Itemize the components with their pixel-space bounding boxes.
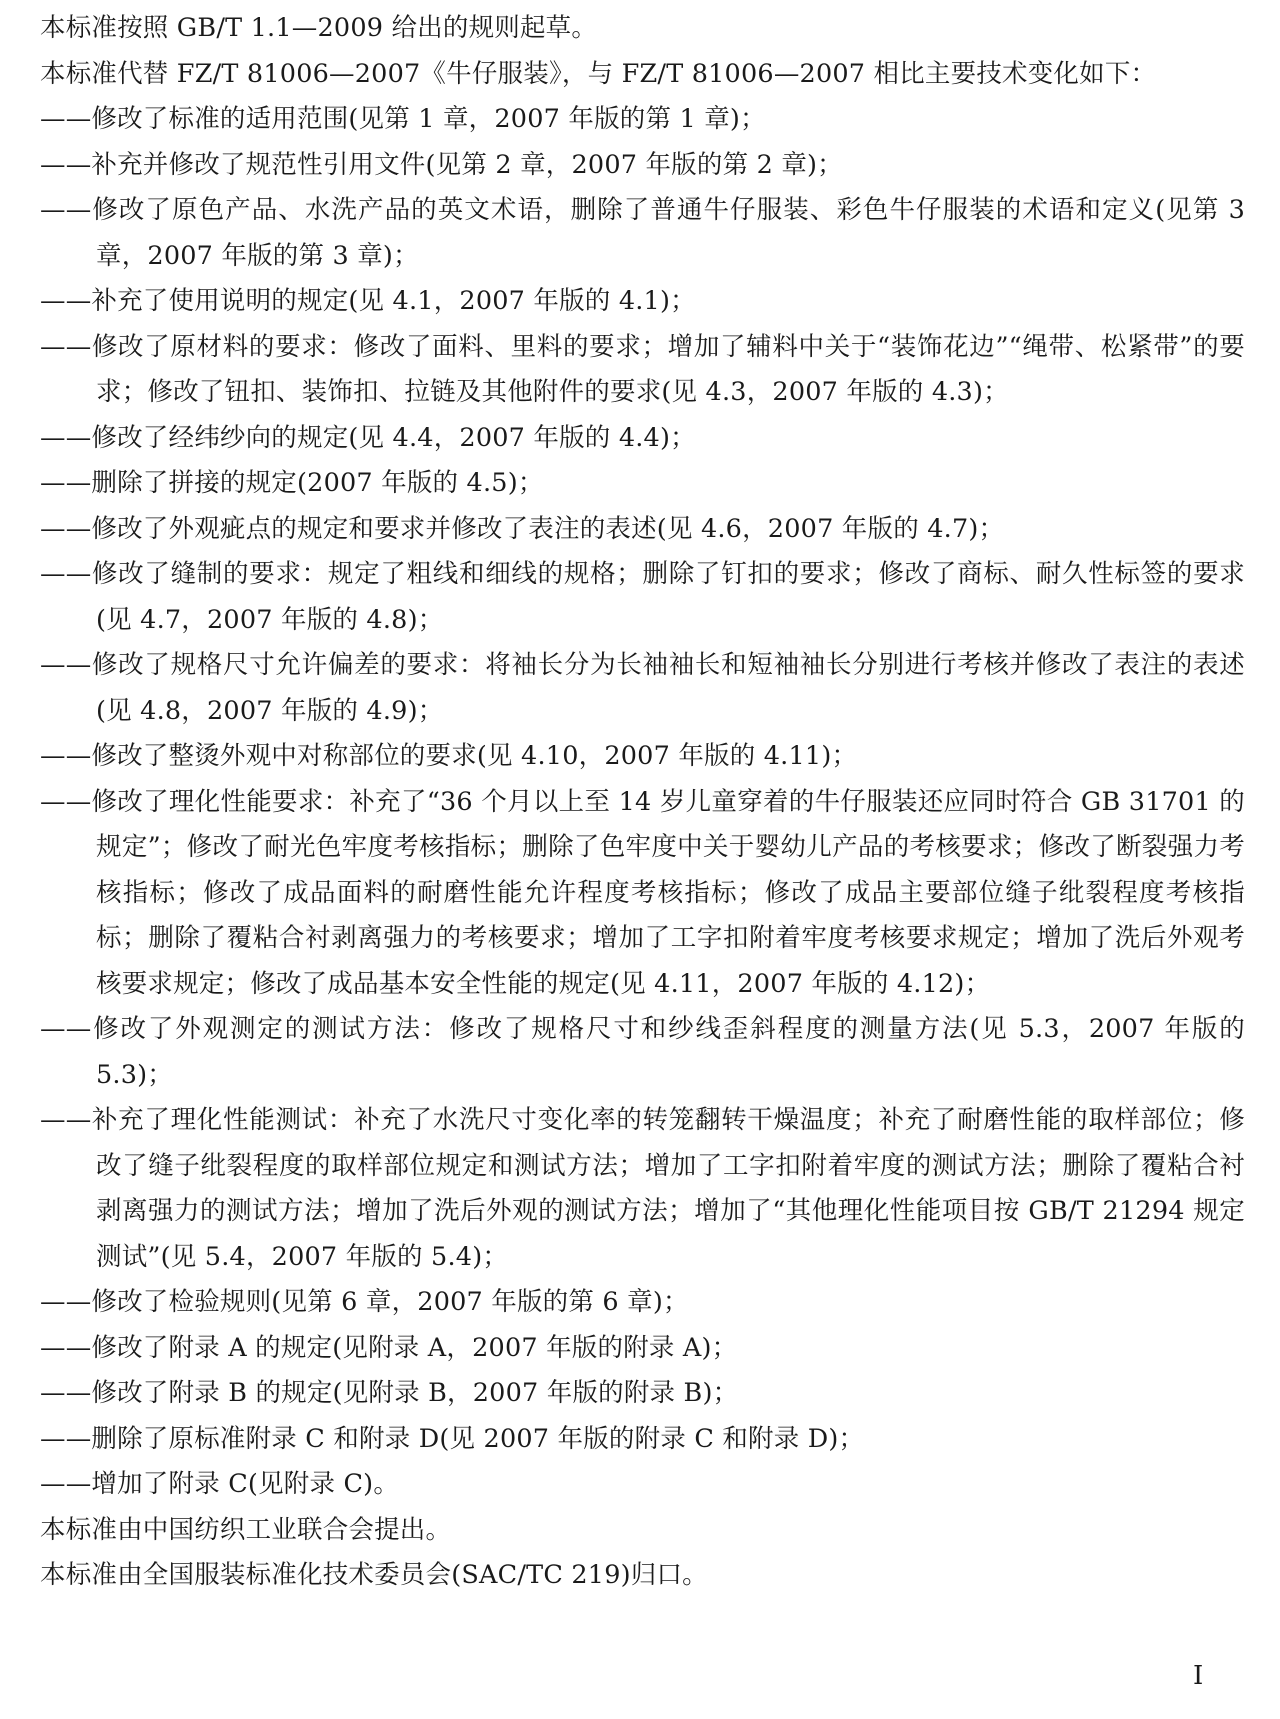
proposed-by-statement: 本标准由中国纺织工业联合会提出。: [40, 1514, 452, 1545]
foreword-text: [40, 6, 1245, 1599]
change-item: ——修改了外观疵点的规定和要求并修改了表注的表述(见 4.6，2007 年版的 4.7)；: [40, 513, 1005, 544]
change-item: ——修改了检验规则(见第 6 章，2007 年版的第 6 章)；: [40, 1287, 689, 1317]
changes-list: [40, 97, 1245, 1508]
change-item: ——修改了附录 A 的规定(见附录 A，2007 年版的附录 A)；: [40, 1332, 738, 1363]
change-item: ——修改了整烫外观中对称部位的要求(见 4.10，2007 年版的 4.11)；: [40, 741, 858, 771]
jurisdiction-statement: 本标准由全国服装标准化技术委员会(SAC/TC 219)归口。: [40, 1560, 708, 1590]
change-item: ——删除了拼接的规定(2007 年版的 4.5)；: [40, 468, 544, 498]
drafting-statement: 本标准按照 GB/T 1.1—2009 给出的规则起草。: [40, 13, 598, 43]
change-item: ——增加了附录 C(见附录 C)。: [40, 1469, 400, 1499]
change-item: ——修改了规格尺寸允许偏差的要求：将袖长分为长袖袖长和短袖袖长分别进行考核并修改了表注的表述(见 4.8，2007 年版的 4.9)；: [40, 650, 1245, 726]
change-item: ——补充了使用说明的规定(见 4.1，2007 年版的 4.1)；: [40, 286, 696, 316]
change-item: ——修改了理化性能要求：补充了“36 个月以上至 14 岁儿童穿着的牛仔服装还应同时符合 GB 31701 的规定”；修改了耐光色牢度考核指标；删除了色牢度中关于婴幼儿产品的考核要求；修改了断裂强力考核指标；修改了成品面料的耐磨性能允许程度考核指标；修改了成品主要部位缝子纰裂程度考核指标；删除了覆粘合衬剥离强力的考核要求；增加了工字扣附着牢度考核要求规定；增加了洗后外观考核要求规定；修改了成品基本安全性能的规定(见 4.11，2007 年版的 4.12)；: [40, 786, 1245, 999]
change-item: ——修改了经纬纱向的规定(见 4.4，2007 年版的 4.4)；: [40, 422, 696, 453]
change-item: ——删除了原标准附录 C 和附录 D(见 2007 年版的附录 C 和附录 D)；: [40, 1423, 865, 1454]
change-item: ——修改了原色产品、水洗产品的英文术语，删除了普通牛仔服装、彩色牛仔服装的术语和定义(见第 3 章，2007 年版的第 3 章)；: [40, 195, 1245, 271]
page-number: Ⅰ: [1193, 1661, 1204, 1691]
change-item: ——补充并修改了规范性引用文件(见第 2 章，2007 年版的第 2 章)；: [40, 149, 843, 180]
change-item: ——修改了外观测定的测试方法：修改了规格尺寸和纱线歪斜程度的测量方法(见 5.3，2007 年版的 5.3)；: [40, 1014, 1245, 1090]
change-item: ——修改了原材料的要求：修改了面料、里料的要求；增加了辅料中关于“装饰花边”“绳带、松紧带”的要求；修改了钮扣、装饰扣、拉链及其他附件的要求(见 4.3，2007 年版的 4.3)；: [40, 331, 1245, 407]
change-item: ——修改了缝制的要求：规定了粗线和细线的规格；删除了钉扣的要求；修改了商标、耐久性标签的要求(见 4.7，2007 年版的 4.8)；: [40, 559, 1245, 635]
change-item: ——修改了标准的适用范围(见第 1 章，2007 年版的第 1 章)；: [40, 104, 766, 134]
change-item: ——补充了理化性能测试：补充了水洗尺寸变化率的转笼翻转干燥温度；补充了耐磨性能的取样部位；修改了缝子纰裂程度的取样部位规定和测试方法；增加了工字扣附着牢度的测试方法；删除了覆粘合衬剥离强力的测试方法；增加了洗后外观的测试方法；增加了“其他理化性能项目按 GB/T 21294 规定测试”(见 5.4，2007 年版的 5.4)；: [40, 1105, 1245, 1272]
replacement-statement: 本标准代替 FZ/T 81006—2007《牛仔服装》，与 FZ/T 81006—2007 相比主要技术变化如下：: [40, 58, 1157, 89]
change-item: ——修改了附录 B 的规定(见附录 B，2007 年版的附录 B)；: [40, 1378, 739, 1408]
